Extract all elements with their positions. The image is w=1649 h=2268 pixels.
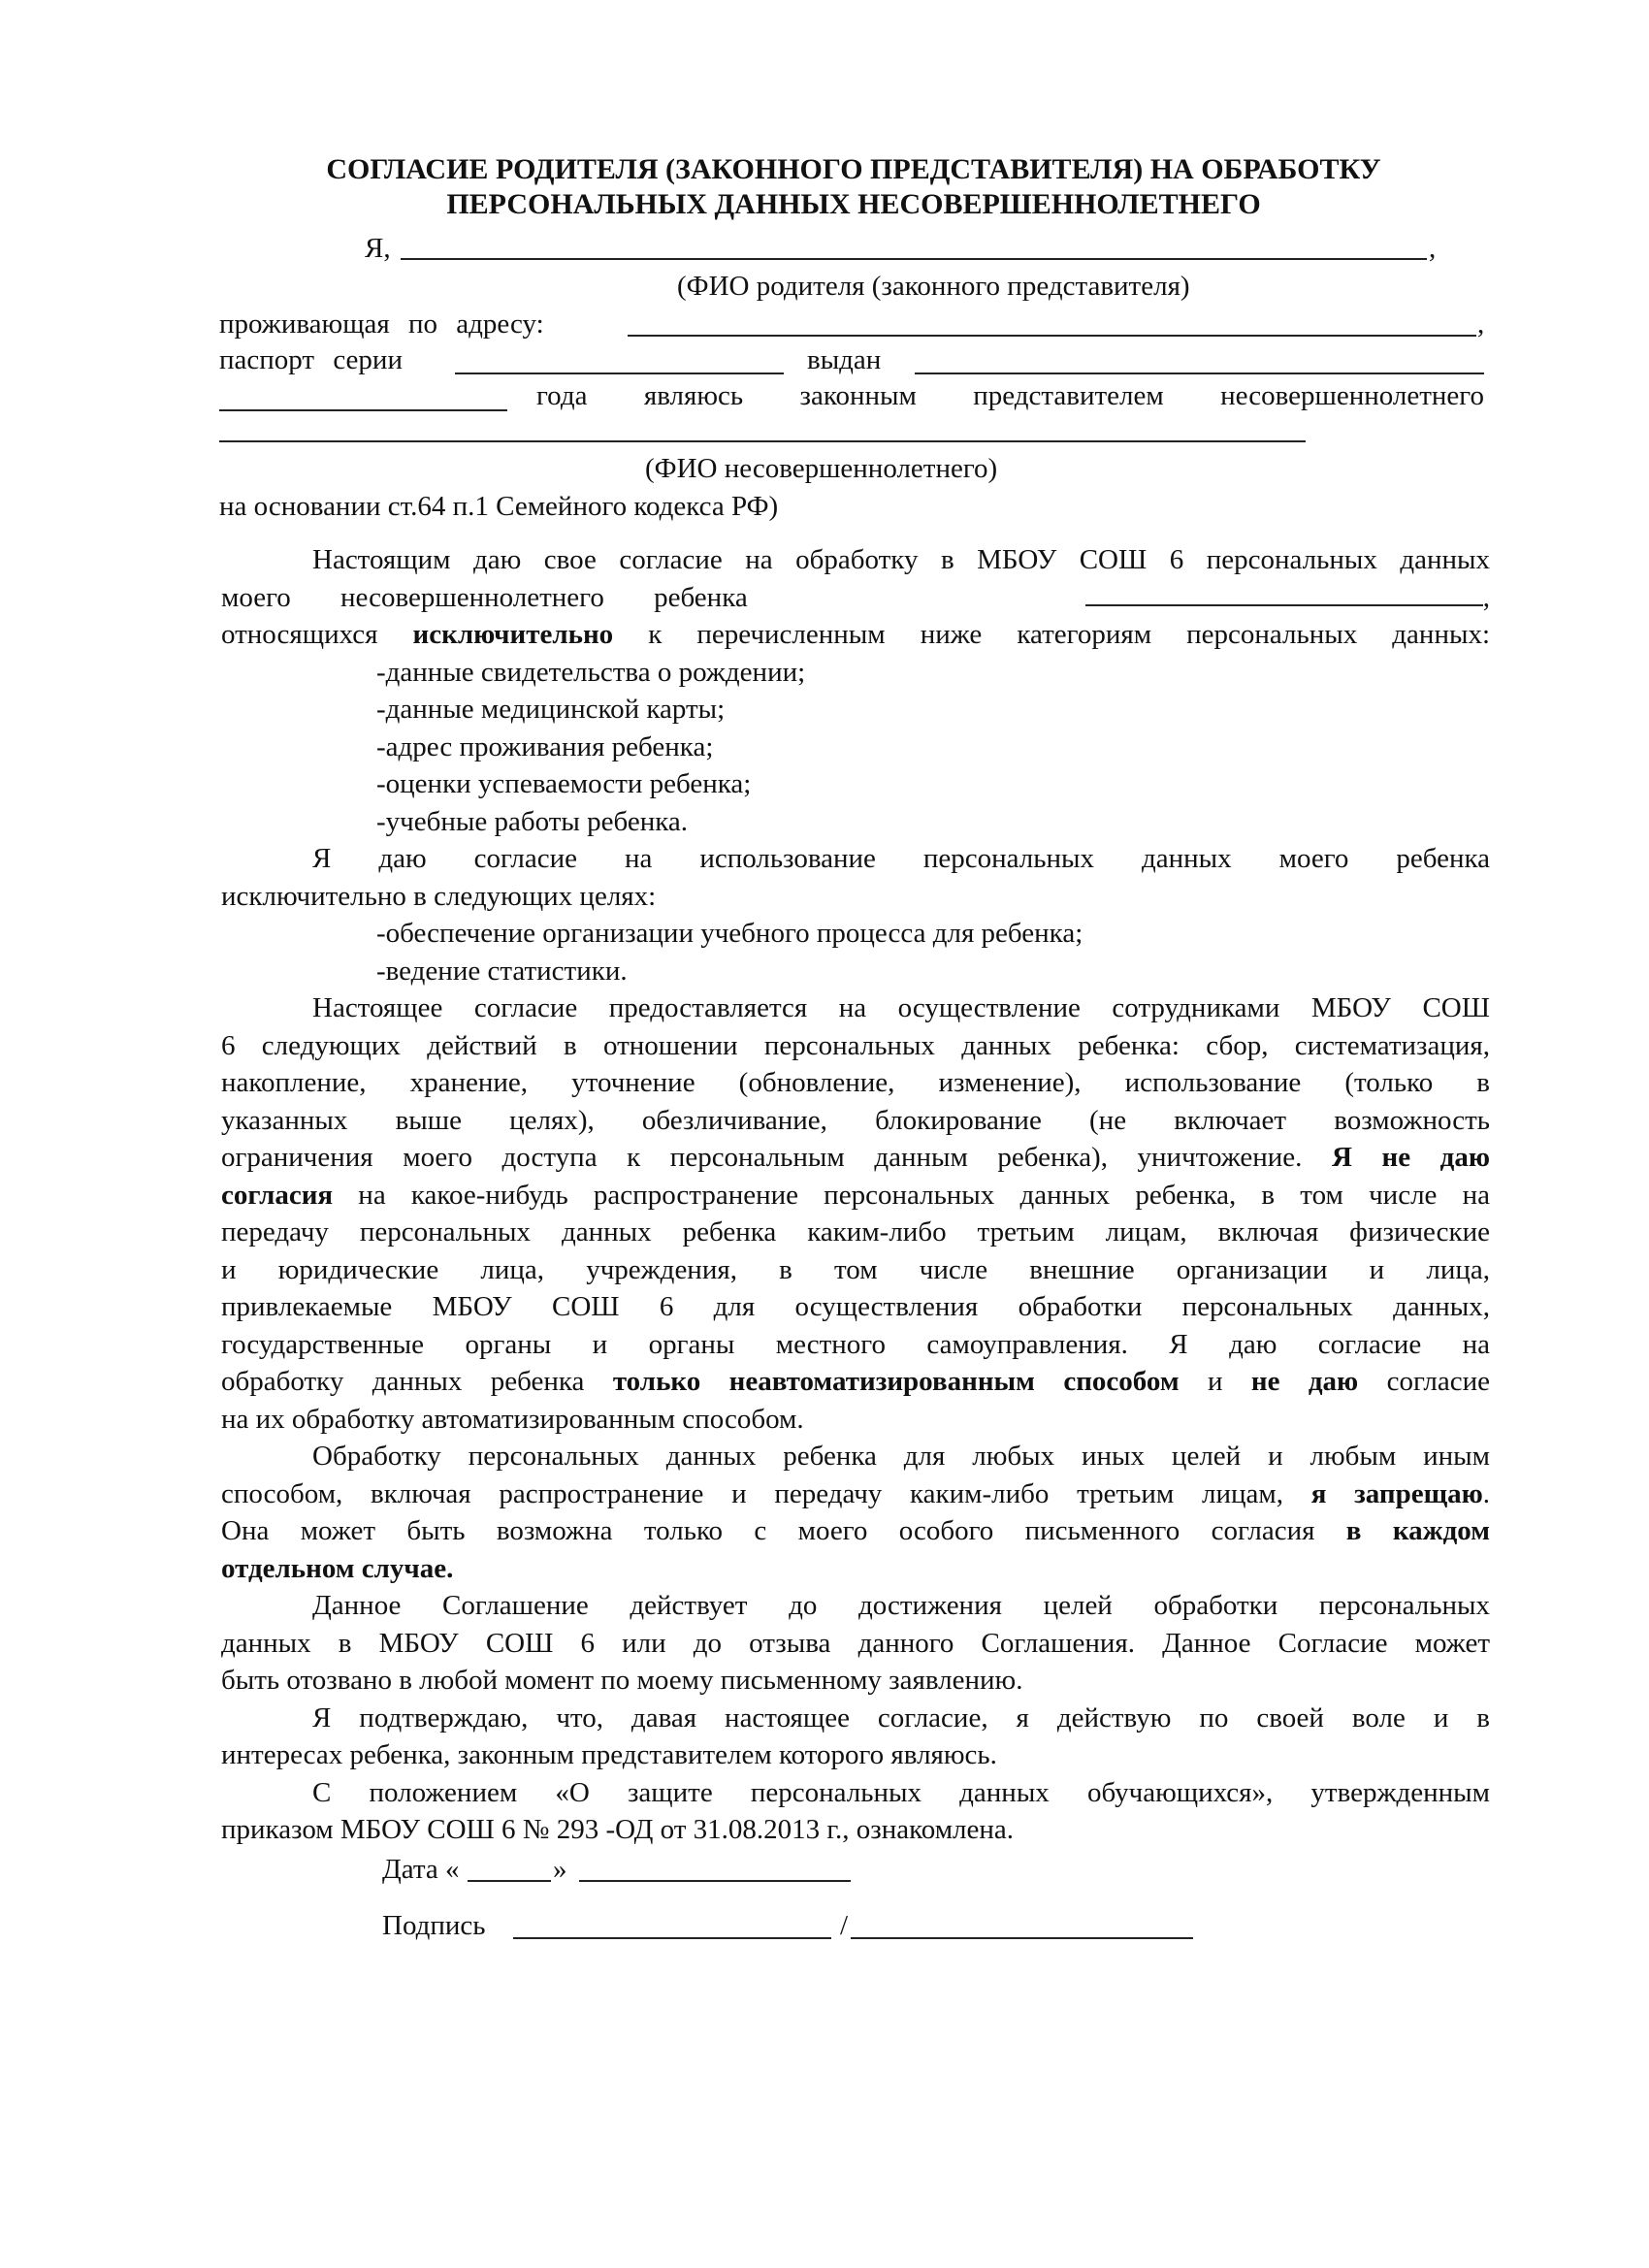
body-line bbox=[221, 953, 1490, 990]
text: интересах ребенка, законным представителем которого являюсь. bbox=[221, 1739, 997, 1770]
text: -ведение статистики. bbox=[376, 955, 628, 987]
body-line bbox=[221, 1438, 1490, 1475]
body-line bbox=[221, 915, 1490, 953]
signature-field[interactable] bbox=[513, 1937, 831, 1939]
body-line bbox=[221, 1736, 1490, 1774]
child-label: моего несовершеннолетнего ребенка bbox=[221, 581, 748, 613]
text: -учебные работы ребенка. bbox=[376, 805, 689, 837]
child-name-field[interactable] bbox=[219, 440, 1306, 442]
text: на их обработку автоматизированным способом. bbox=[221, 1403, 804, 1435]
text: к перечисленным ниже категориям персональных данных: bbox=[613, 619, 1491, 650]
text: и юридические лица, учреждения, в том числе внешние организации и лица, bbox=[221, 1253, 1490, 1285]
date-label: Дата « bbox=[382, 1854, 460, 1885]
text: привлекаемые МБОУ СОШ 6 для осуществления обработки персональных данных, bbox=[221, 1291, 1490, 1322]
text: Она может быть возможна только с моего особого письменного согласия bbox=[221, 1515, 1346, 1546]
body-line bbox=[221, 1475, 1490, 1513]
text: и bbox=[1179, 1366, 1251, 1397]
body-line bbox=[221, 1177, 1490, 1215]
child-name-caption: (ФИО несовершеннолетнего) bbox=[645, 453, 998, 484]
bold-text: я запрещаю bbox=[1310, 1477, 1483, 1509]
body-line bbox=[221, 1326, 1490, 1364]
date-close-quote: » bbox=[553, 1854, 567, 1885]
body-line bbox=[221, 765, 1490, 803]
child-name-field[interactable] bbox=[1085, 579, 1483, 606]
comma: , bbox=[1477, 308, 1485, 340]
body-line bbox=[221, 691, 1490, 729]
comma: , bbox=[1482, 581, 1490, 613]
body-line bbox=[221, 1700, 1490, 1737]
text: государственные органы и органы местного самоуправления. Я даю согласие на bbox=[221, 1328, 1490, 1360]
text: . bbox=[1482, 1477, 1490, 1509]
text: относящихся bbox=[221, 619, 413, 650]
body-line bbox=[221, 541, 1490, 579]
text: Обработку персональных данных ребенка для любых иных целей и любым иным bbox=[312, 1441, 1490, 1472]
slash: / bbox=[840, 1910, 849, 1941]
body-line bbox=[221, 616, 1490, 654]
body-line bbox=[221, 803, 1490, 841]
word: являюсь bbox=[643, 380, 744, 411]
body-line bbox=[221, 1550, 1490, 1588]
body-line bbox=[221, 1139, 1490, 1177]
body-line bbox=[221, 1811, 1490, 1849]
body-line bbox=[221, 1625, 1490, 1663]
signature-name-field[interactable] bbox=[851, 1937, 1193, 1939]
text: данных в МБОУ СОШ 6 или до отзыва данного Соглашения. Данное Согласие может bbox=[221, 1627, 1490, 1659]
body-line bbox=[221, 878, 1490, 916]
body-line bbox=[221, 1102, 1490, 1140]
text: С положением «О защите персональных данных обучающихся», утвержденным bbox=[312, 1776, 1490, 1808]
word: несовершеннолетнего bbox=[1220, 380, 1484, 411]
text: способом, включая распространение и передачу каким-либо третьим лицам, bbox=[221, 1477, 1311, 1509]
issue-year-field[interactable] bbox=[219, 409, 507, 411]
body-line bbox=[221, 1401, 1490, 1439]
word: года bbox=[536, 380, 588, 411]
text: накопление, хранение, уточнение (обновление, изменение), использование (только в bbox=[221, 1067, 1490, 1098]
body-line bbox=[221, 729, 1490, 766]
body-line bbox=[221, 989, 1490, 1027]
text: -обеспечение организации учебного процесса для ребенка; bbox=[376, 918, 1083, 949]
text: обработку данных ребенка bbox=[221, 1366, 613, 1397]
bold-text: только неавтоматизированным способом bbox=[612, 1366, 1180, 1397]
body-line bbox=[221, 1251, 1490, 1289]
passport-label: паспорт серии bbox=[219, 344, 403, 375]
text: Настоящее согласие предоставляется на осуществление сотрудниками МБОУ СОШ bbox=[312, 992, 1490, 1023]
consent-body bbox=[221, 541, 1490, 1849]
text: 6 следующих действий в отношении персональных данных ребенка: сбор, систематизация, bbox=[221, 1029, 1490, 1061]
text: -адрес проживания ребенка; bbox=[376, 730, 714, 762]
bold-text: не даю bbox=[1250, 1366, 1359, 1397]
word: представителем bbox=[973, 380, 1164, 411]
parent-name-caption: (ФИО родителя (законного представителя) bbox=[677, 271, 1190, 302]
word: законным bbox=[799, 380, 917, 411]
signature-label: Подпись bbox=[382, 1910, 486, 1941]
address-field[interactable] bbox=[628, 335, 1476, 337]
text: передачу персональных данных ребенка каким-либо третьим лицам, включая физические bbox=[221, 1216, 1490, 1247]
date-day-field[interactable] bbox=[468, 1880, 551, 1882]
text: приказом МБОУ СОШ 6 № 293 -ОД от 31.08.2013 г., ознакомлена. bbox=[221, 1814, 1015, 1845]
body-line bbox=[221, 1662, 1490, 1700]
passport-series-field[interactable] bbox=[455, 373, 784, 374]
bold-text: отдельном случае. bbox=[221, 1552, 454, 1584]
text: Настоящим даю свое согласие на обработку в МБОУ СОШ 6 персональных данных bbox=[312, 544, 1490, 575]
body-line bbox=[221, 654, 1490, 692]
body-line bbox=[221, 840, 1490, 878]
body-line bbox=[221, 1512, 1490, 1550]
title-line-1: СОГЛАСИЕ РОДИТЕЛЯ (ЗАКОННОГО ПРЕДСТАВИТЕЛЯ) НА ОБРАБОТКУ bbox=[326, 153, 1381, 185]
text: Данное Соглашение действует до достижения целей обработки персональных bbox=[312, 1590, 1490, 1621]
issued-by-field[interactable] bbox=[915, 373, 1484, 374]
date-month-year-field[interactable] bbox=[579, 1880, 851, 1882]
bold-text: Я не даю bbox=[1332, 1142, 1490, 1173]
body-line bbox=[221, 579, 1490, 617]
text: Я даю согласие на использование персональных данных моего ребенка bbox=[312, 843, 1490, 874]
legal-basis: на основании ст.64 п.1 Семейного кодекса РФ) bbox=[219, 491, 779, 522]
text: согласие bbox=[1358, 1366, 1490, 1397]
text: ограничения моего доступа к персональным данным ребенка), уничтожение. bbox=[221, 1142, 1332, 1173]
text: исключительно в следующих целях: bbox=[221, 880, 657, 912]
title-line-2: ПЕРСОНАЛЬНЫХ ДАННЫХ НЕСОВЕРШЕННОЛЕТНЕГО bbox=[446, 188, 1261, 220]
parent-name-field[interactable] bbox=[401, 258, 1427, 260]
body-line bbox=[221, 1774, 1490, 1812]
text: на какое-нибудь распространение персональных данных ребенка, в том числе на bbox=[333, 1179, 1490, 1211]
bold-text: исключительно bbox=[412, 619, 614, 650]
body-line bbox=[221, 1214, 1490, 1251]
bold-text: в каждом bbox=[1345, 1515, 1490, 1546]
body-line bbox=[221, 1363, 1490, 1401]
body-line bbox=[221, 1064, 1490, 1102]
text: -оценки успеваемости ребенка; bbox=[376, 768, 752, 799]
body-line bbox=[221, 1288, 1490, 1326]
year-line bbox=[536, 377, 1484, 414]
address-label: проживающая по адресу: bbox=[219, 308, 544, 340]
text: быть отозвано в любой момент по моему письменному заявлению. bbox=[221, 1665, 1023, 1696]
body-line bbox=[221, 1027, 1490, 1065]
body-line bbox=[221, 1587, 1490, 1625]
bold-text: согласия bbox=[221, 1179, 334, 1211]
text: -данные свидетельства о рождении; bbox=[376, 656, 806, 688]
issued-label: выдан bbox=[807, 344, 882, 375]
comma: , bbox=[1429, 233, 1437, 264]
text: указанных выше целях), обезличивание, блокирование (не включает возможность bbox=[221, 1104, 1490, 1136]
text: Я подтверждаю, что, давая настоящее согласие, я действую по своей воле и в bbox=[312, 1701, 1490, 1733]
ya-label: Я, bbox=[365, 233, 391, 264]
text: -данные медицинской карты; bbox=[376, 694, 726, 725]
